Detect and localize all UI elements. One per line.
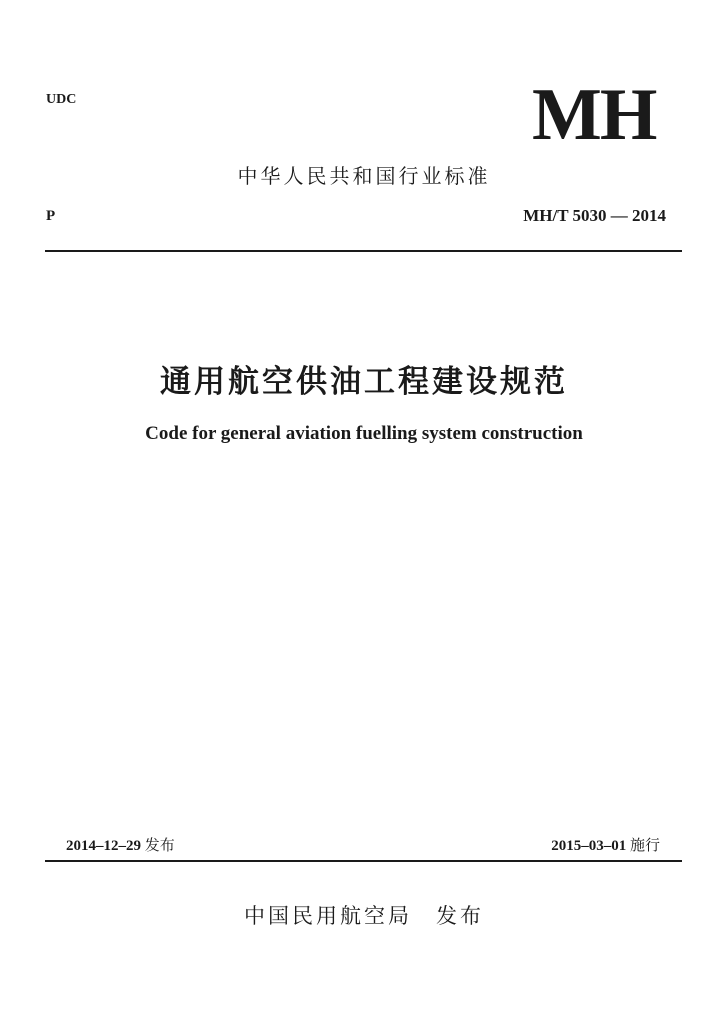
issue-label: 发布 xyxy=(144,836,175,854)
footer-divider xyxy=(45,860,682,862)
effective-date: 2015–03–01 xyxy=(551,838,627,854)
issue-date-line xyxy=(66,834,175,855)
standard-number: MH/T 5030 — 2014 xyxy=(523,206,666,225)
category-code: P xyxy=(46,208,56,224)
document-title-chinese: 通用航空供油工程建设规范 xyxy=(160,364,568,400)
effective-date-line xyxy=(551,834,660,855)
document-title-english: Code for general aviation fuelling system construction xyxy=(145,423,583,444)
brand-mark: MH xyxy=(532,74,656,156)
issuing-authority: 中国民用航空局 发布 xyxy=(244,904,484,928)
effective-label: 施行 xyxy=(629,836,660,854)
issue-date: 2014–12–29 xyxy=(66,838,141,854)
standard-type: 中华人民共和国行业标准 xyxy=(237,164,491,188)
udc-label: UDC xyxy=(46,92,77,107)
header-divider xyxy=(45,250,682,252)
